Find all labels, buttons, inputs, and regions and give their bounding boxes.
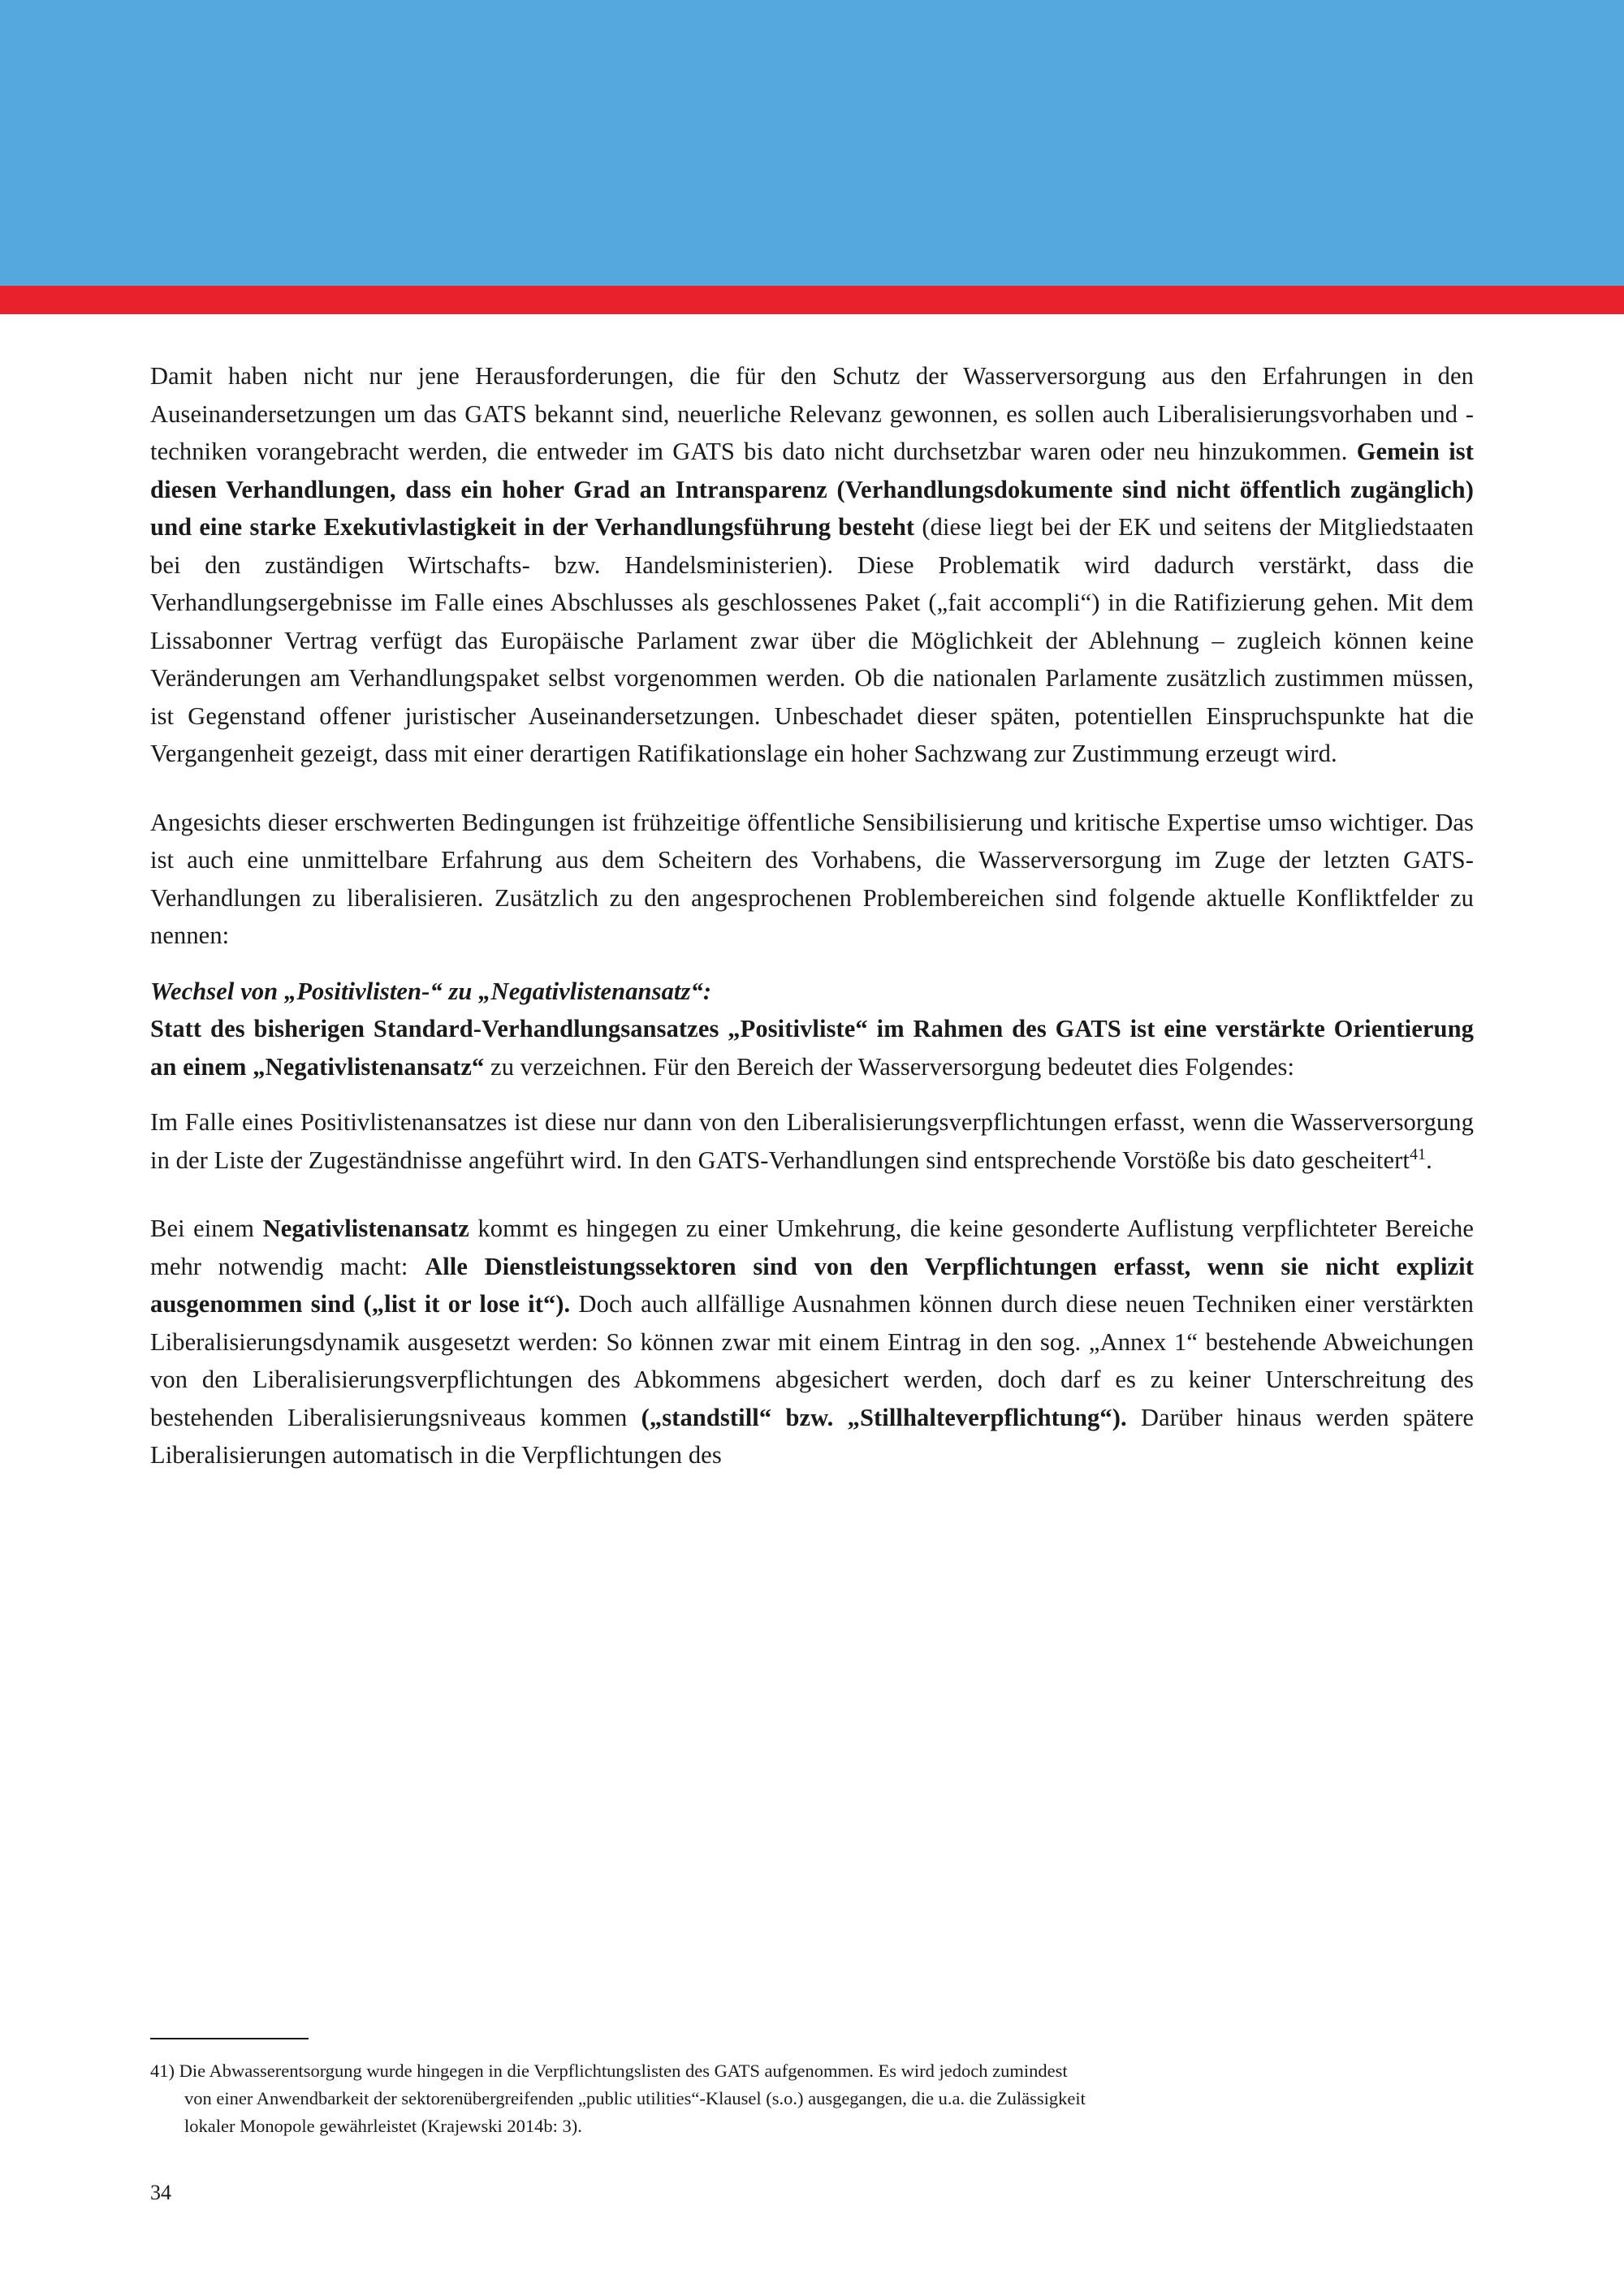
- paragraph-3: [150, 1010, 1474, 1085]
- paragraph-1: [150, 357, 1474, 773]
- paragraph-5-run-2-bold: Negativlistenansatz: [262, 1215, 469, 1242]
- subheading-text: Wechsel von „Positivlisten-“ zu „Negativlistenansatz“:: [150, 977, 712, 1005]
- paragraph-3-run-1-bold: Statt des bisherigen Standard-Verhandlungsansatzes „Positivliste“ im Rahmen des GATS ist eine verstärkte Orientierung an einem „Negativlistenansatz“: [150, 1015, 1474, 1081]
- paragraph-2-text: Angesichts dieser erschwerten Bedingungen ist frühzeitige öffentliche Sensibilisierung und kritische Expertise umso wichtiger. Das ist auch eine unmittelbare Erfahrung aus dem Scheitern des Vorhabens, die Wasserversorgung im Zuge der letzten GATS-Verhandlungen zu liberalisieren. Zusätzlich zu den angesprochenen Problembereichen sind folgende aktuelle Konfliktfelder zu nennen:: [150, 808, 1474, 949]
- paragraph-5-run-3: kommt es hingegen zu einer Umkehrung, die keine gesonderte Auflistung verpflichteter Bereiche mehr notwendig macht:: [150, 1215, 1474, 1280]
- spacer: [150, 1085, 1474, 1103]
- paragraph-1-run-1: Damit haben nicht nur jene Herausforderungen, die für den Schutz der Wasserversorgung aus den Erfahrungen in den Auseinandersetzungen um das GATS bekannt sind, neuerliche Relevanz gewonnen, es sollen auch Liberalisierungsvorhaben und -techniken vorangebracht werden, die entweder im GATS bis dato nicht durchsetzbar waren oder neu hinzukommen.: [150, 362, 1474, 465]
- paragraph-5-run-6-bold: („standstill“ bzw. „Stillhalteverpflichtung“).: [641, 1403, 1127, 1431]
- footnote-area: [150, 2038, 1474, 2139]
- paragraph-5: [150, 1210, 1474, 1474]
- footnote-line-3: lokaler Monopole gewährleistet (Krajewski 2014b: 3).: [184, 2115, 582, 2136]
- footnote-line-2: von einer Anwendbarkeit der sektorenübergreifenden „public utilities“-Klausel (s.o.) ausgegangen, die u.a. die Zulässigkeit: [184, 2087, 1086, 2108]
- footnote-divider: [150, 2038, 309, 2039]
- paragraph-2: [150, 804, 1474, 955]
- paragraph-4: [150, 1103, 1474, 1179]
- footnote-line-1: 41) Die Abwasserentsorgung wurde hingegen in die Verpflichtungslisten des GATS aufgenommen. Es wird jedoch zumindest: [150, 2061, 1068, 2081]
- page-content: [150, 357, 1474, 1474]
- paragraph-5-run-1: Bei einem: [150, 1215, 263, 1242]
- header-blue-band: [0, 0, 1624, 286]
- footnote-reference-41: 41: [1409, 1145, 1427, 1163]
- paragraph-5-run-7: Darüber hinaus werden spätere Liberalisierungen automatisch in die Verpflichtungen des: [150, 1403, 1474, 1469]
- header-red-band: [0, 286, 1624, 314]
- footnote-41: [150, 2057, 1474, 2139]
- spacer: [150, 955, 1474, 973]
- subheading-positivlisten: [150, 973, 1474, 1011]
- paragraph-3-run-2: zu verzeichnen. Für den Bereich der Wasserversorgung bedeutet dies Folgendes:: [484, 1052, 1295, 1081]
- paragraph-5-run-4-bold: Alle Dienstleistungssektoren sind von den Verpflichtungen erfasst, wenn sie nicht explizit ausgenommen sind („list it or lose it“).: [150, 1252, 1474, 1318]
- page-number: 34: [150, 2181, 171, 2204]
- paragraph-1-run-3: (diese liegt bei der EK und seitens der Mitgliedstaaten bei den zuständigen Wirtschafts- bzw. Handelsministerien). Diese Problematik wird dadurch verstärkt, dass die Verhandlungsergebnisse im Falle eines Abschlusses als geschlossenes Paket („fait accompli“) in die Ratifizierung gehen. Mit dem Lissabonner Vertrag verfügt das Europäische Parlament zwar über die Möglichkeit der Ablehnung – zugleich können keine Veränderungen am Verhandlungspaket selbst vorgenommen werden. Ob die nationalen Parlamente zusätzlich zustimmen müssen, ist Gegenstand offener juristischer Auseinandersetzungen. Unbeschadet dieser späten, potentiellen Einspruchspunkte hat die Vergangenheit gezeigt, dass mit einer derartigen Ratifikationslage ein hoher Sachzwang zur Zustimmung erzeugt wird.: [150, 513, 1475, 767]
- spacer: [150, 773, 1474, 804]
- paragraph-5-run-5: Doch auch allfällige Ausnahmen können durch diese neuen Techniken einer verstärkten Liberalisierungsdynamik ausgesetzt werden: So können zwar mit einem Eintrag in den sog. „Annex 1“ bestehende Abweichungen von den Liberalisierungsverpflichtungen des Abkommens abgesichert werden, doch darf es zu keiner Unterschreitung des bestehenden Liberalisierungsniveaus kommen: [150, 1290, 1474, 1431]
- spacer: [150, 1179, 1474, 1210]
- paragraph-1-run-2-bold: Gemein ist diesen Verhandlungen, dass ein hoher Grad an Intransparenz (Verhandlungsdokumente sind nicht öffentlich zugänglich) und eine starke Exekutivlastigkeit in der Verhandlungsführung besteht: [150, 438, 1474, 541]
- paragraph-4-run-1: Im Falle eines Positivlistenansatzes ist diese nur dann von den Liberalisierungsverpflichtungen erfasst, wenn die Wasserversorgung in der Liste der Zugeständnisse angeführt wird. In den GATS-Verhandlungen sind entsprechende Vorstöße bis dato gescheitert: [150, 1108, 1474, 1174]
- paragraph-4-run-2: .: [1426, 1146, 1432, 1174]
